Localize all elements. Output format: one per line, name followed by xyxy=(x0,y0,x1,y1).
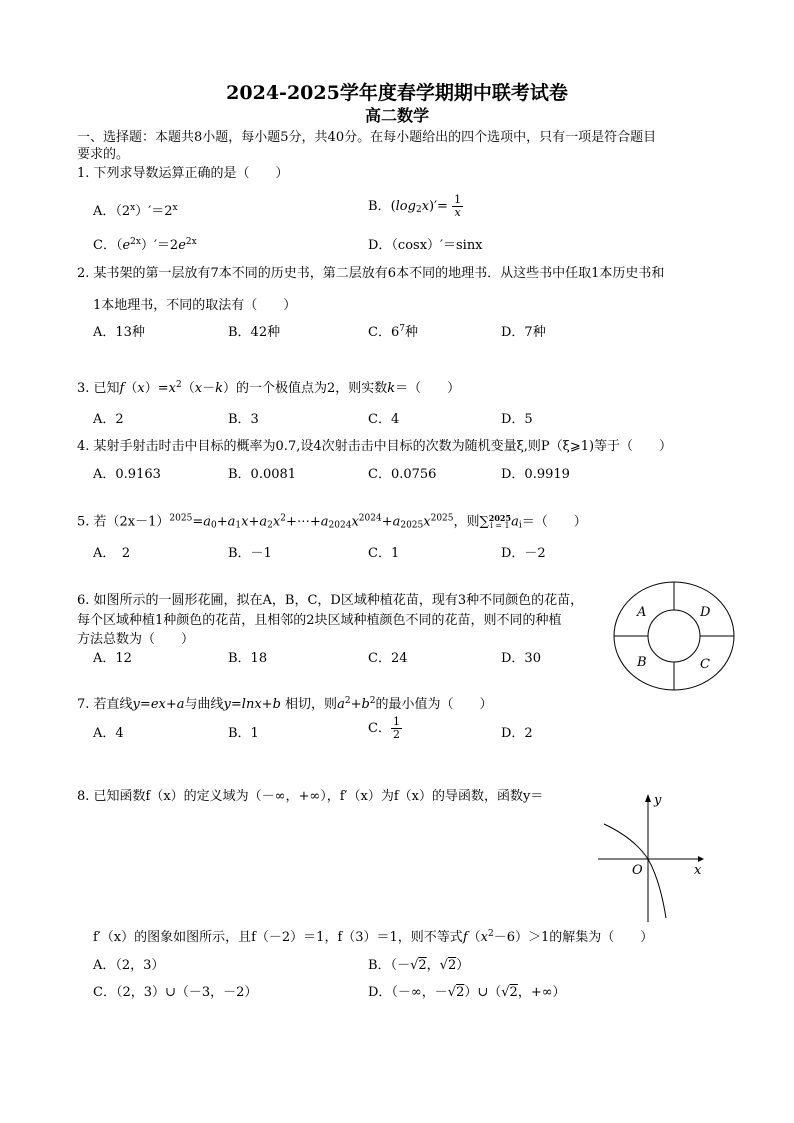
page-subtitle: 高二数学 xyxy=(364,106,429,125)
section-instructions-cont: 要求的。 xyxy=(77,147,130,162)
q8-option-b[interactable]: B．（－√2，√2） xyxy=(368,958,470,973)
q3-option-d[interactable]: D．5 xyxy=(501,412,533,427)
q4-option-b[interactable]: B．0.0081 xyxy=(228,467,297,482)
question-7-stem: 7. 若直线y=ex+a与曲线y=lnx+b 相切，则$a^2+b^2$的最小值为（ ） xyxy=(77,696,493,712)
derivative-graph-figure xyxy=(594,790,710,925)
question-6-stem-cont-2: 方法总数为（ ） xyxy=(77,632,195,647)
q3-option-c[interactable]: C．4 xyxy=(368,412,400,427)
q2-option-d[interactable]: D．7种 xyxy=(501,325,546,340)
question-8-stem-cont: f′（x）的图象如图所示，且f（－2）＝1，f（3）＝1，则不等式$f(x^2-6)>1$的解集为（ ） xyxy=(93,929,654,945)
question-2-stem: 2. 某书架的第一层放有7本不同的历史书，第二层放有6本不同的地理书．从这些书中任取1本历史书和 xyxy=(77,266,665,281)
section-instructions: 一、选择题：本题共8小题，每小题5分，共40分。在每小题给出的四个选项中，只有一项是符合题目 xyxy=(77,130,657,145)
region-b-label: B xyxy=(637,655,647,670)
question-8-stem: 8. 已知函数f（x）的定义域为（－∞，+∞），f′（x）为f（x）的导函数，函数y＝ xyxy=(77,789,544,804)
q6-option-a[interactable]: A．12 xyxy=(93,651,132,666)
flower-bed-figure xyxy=(612,580,736,692)
question-3-stem: 3. 已知$f(x)=x^2(x-k)$的一个极值点为2，则实数k＝（ ） xyxy=(77,380,461,396)
q7-option-d[interactable]: D．2 xyxy=(501,726,533,741)
region-c-label: C xyxy=(700,657,710,672)
q5-option-b[interactable]: B．－1 xyxy=(228,546,272,561)
q8-option-a[interactable]: A．（2，3） xyxy=(93,958,165,973)
q6-option-b[interactable]: B．18 xyxy=(228,651,268,666)
question-4-stem: 4. 某射手射击时击中目标的概率为0.7,设4次射击击中目标的次数为随机变量ξ,则P（ξ⩾1)等于（ ） xyxy=(77,439,673,454)
q5-option-a[interactable]: A． 2 xyxy=(93,546,131,561)
q4-option-d[interactable]: D．0.9919 xyxy=(501,467,570,482)
question-2-stem-cont: 1本地理书，不同的取法有（ ） xyxy=(93,298,297,313)
region-a-label: A xyxy=(637,605,647,620)
q8-option-c[interactable]: C．（2，3）∪（－3，－2） xyxy=(93,985,258,1000)
question-6-stem: 6. 如图所示的一圆形花圃，拟在A，B，C，D区域种植花苗，现有3种不同颜色的花苗， xyxy=(77,593,584,608)
q1-option-b[interactable]: B．$(\log_2x)'=$ $\frac{1}{x}$ xyxy=(368,193,462,220)
q3-option-a[interactable]: A．2 xyxy=(93,412,124,427)
q8-option-d[interactable]: D．（－∞，－√2）∪（√2，+∞） xyxy=(368,985,566,1000)
q4-option-a[interactable]: A．0.9163 xyxy=(93,467,161,482)
q6-option-d[interactable]: D．30 xyxy=(501,651,541,666)
q7-option-b[interactable]: B．1 xyxy=(228,726,259,741)
origin-label: O xyxy=(632,863,643,878)
q1-option-a[interactable]: A．$(2^x)'=2^x$ xyxy=(93,203,178,219)
question-1-stem: 1. 下列求导数运算正确的是（ ） xyxy=(77,166,289,181)
q7-option-a[interactable]: A．4 xyxy=(93,726,124,741)
question-6-stem-cont: 每个区域种植1种颜色的花苗，且相邻的2块区域种植颜色不同的花苗，则不同的种植 xyxy=(77,613,562,628)
question-5-stem: 5. 若$(2x-1)^{2025}=a_0+a_1x+a_2x^2+\cdots+a_{2024}x^{2024}+a_{2025}x^{2025}$，则∑ 2025 i = 1 $a_i=$（ ） xyxy=(77,513,587,531)
q5-option-c[interactable]: C．1 xyxy=(368,546,400,561)
q3-option-b[interactable]: B．3 xyxy=(228,412,259,427)
page-title: 2024-2025学年度春学期期中联考试卷 xyxy=(226,82,568,104)
q2-option-b[interactable]: B．42种 xyxy=(228,325,281,340)
x-axis-label: x xyxy=(694,863,702,878)
q4-option-c[interactable]: C．0.0756 xyxy=(368,467,437,482)
q5-option-d[interactable]: D．－2 xyxy=(501,546,546,561)
q2-option-c[interactable]: C．$6^7$种 xyxy=(368,324,418,340)
region-d-label: D xyxy=(700,605,711,620)
q7-option-c[interactable]: C． $\frac{1}{2}$ xyxy=(368,715,400,742)
q1-option-c[interactable]: C．$(e^{2x})'=2e^{2x}$ xyxy=(93,237,197,253)
q1-option-d[interactable]: D．（cosx）′＝sinx xyxy=(368,238,483,253)
q6-option-c[interactable]: C．24 xyxy=(368,651,408,666)
y-axis-label: y xyxy=(654,793,662,808)
q2-option-a[interactable]: A．13种 xyxy=(93,325,145,340)
